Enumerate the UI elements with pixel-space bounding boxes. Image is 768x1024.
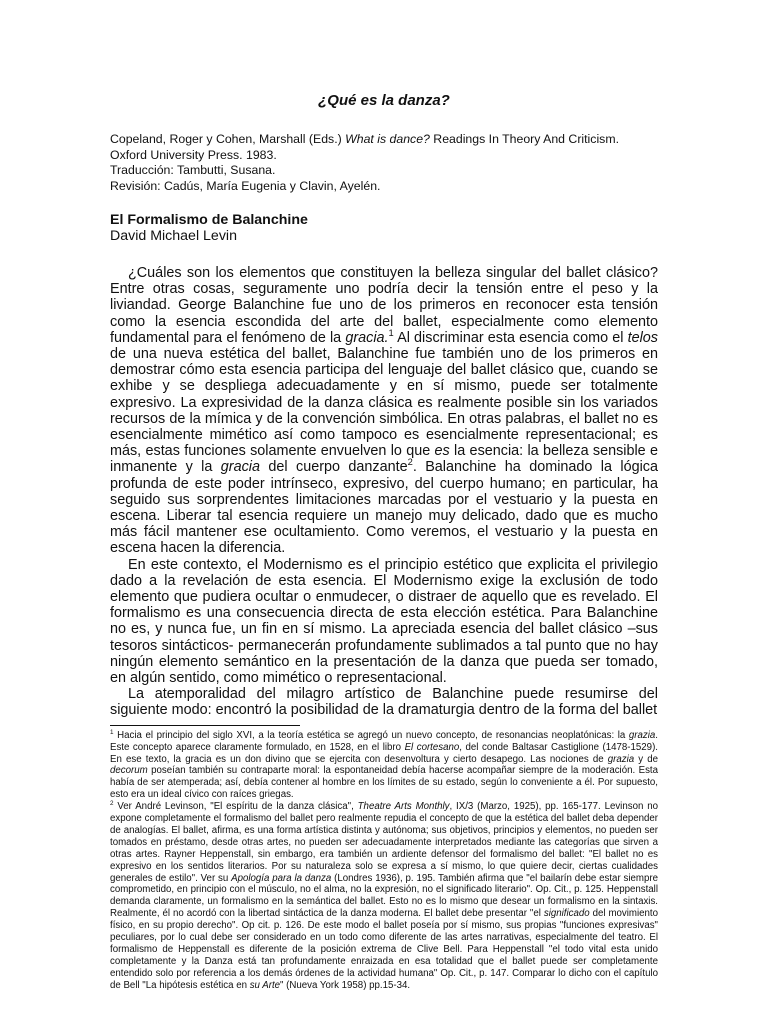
- footnote-2-text-d: del movimiento físico, en su propio derecho". Op cit. p. 126. De este modo el ballet poseía por sí mismo, sus propias "funciones expresivas" peculiares, por lo cual debe ser considerado en un todo como diferente de las artes narrativas, especialmente del teatro. El formalismo de Heppenstall es diferente de la posición extrema de Clive Bell. Para Heppenstall "el todo vital esta unido completamente y la Danza está tan profundamente enraizada en esa totalidad que el ballet puede ser completamente entendido solo por referencia a los demás órdenes de la actividad humana" Op. Cit., p. 147. Comparar lo dicho con el capítulo de Bell "La hipótesis estética en: [110, 908, 658, 991]
- footnote-1-italic-cortesano: El cortesano: [404, 741, 460, 753]
- footnote-1-text-a: Hacia el principio del siglo XVI, a la teoría estética se agregó un nuevo concepto, de resonancias neoplatónicas: la: [113, 729, 629, 741]
- footnote-2-number: 2: [110, 799, 114, 807]
- reference-line-revision: Revisión: Cadús, María Eugenia y Clavin, Ayelén.: [110, 178, 381, 193]
- section-header: [110, 212, 658, 245]
- footnote-1-number: 1: [110, 728, 114, 736]
- footnote-2-italic-significado: significado: [543, 908, 590, 920]
- paragraph-1-italic-es: es: [434, 443, 450, 460]
- footnote-1-text-c: , del conde Baltasar Castiglione (1478-1529). En ese texto, la gracia es un don divino que se ejercita con desenvoltura y cierto desapego. Las nociones de: [110, 741, 658, 765]
- reference-line-source: [110, 132, 658, 148]
- reference-line-publisher: Oxford University Press. 1983.: [110, 147, 277, 162]
- footnote-1-text-d: y de: [634, 753, 658, 765]
- reference-subtitle: Readings In Theory And Criticism.: [429, 132, 619, 146]
- footnotes: [110, 730, 658, 992]
- paragraph-2: En este contexto, el Modernismo es el principio estético que explicita el privilegio dado a la revelación de esta esencia. El Modernismo exige la exclusión de todo elemento que pudiera ocultar o enmudecer, o distraer de aquello que es revelado. El formalismo es una consecuencia directa de esta elección estética. Para Balanchine no es, y nunca fue, un fin en sí mismo. La apreciada esencia del ballet clásico –sus tesoros sintácticos- permanecerán profundamente sublimados a tal punto que no hay ningún elemento semántico en la presentación de la danza que pueda ser tomado, en algún sentido, como mimético o representacional.: [110, 556, 658, 687]
- page-title: ¿Qué es la danza?: [318, 92, 450, 109]
- footnote-2-text-a: Ver André Levinson, "El espíritu de la danza clásica",: [113, 801, 358, 813]
- footnote-1: [110, 730, 658, 801]
- footnote-2-italic-apologia: Apología para la danza: [231, 872, 332, 884]
- footnote-1-text-b: . Este concepto aparece claramente formulado, en 1528, en el libro: [110, 729, 658, 753]
- footnote-1-italic-grazia: grazia: [628, 729, 656, 741]
- paragraph-1-text-c: de una nueva estética del ballet, Balanchine fue también uno de los primeros en demostrar cómo esta esencia participa del lenguaje del ballet clásico que, cuando se exhibe y se despliega adecuadamente y en sí mismo, puede ser totalmente expresivo. La expresividad de la danza clásica es realmente posible sin los variados recursos de la mímica y de la convención simbólica. En otras palabras, el ballet no es esencialmente mimético así como tampoco es esencialmente representacional; es más, estas funciones solamente envuelven lo que: [110, 346, 658, 460]
- reference-line-translation: Traducción: Tambutti, Susana.: [110, 163, 276, 177]
- bibliographic-reference: [110, 132, 658, 194]
- footnote-ref-2[interactable]: 2: [407, 457, 413, 468]
- paragraph-1-italic-telos: telos: [627, 329, 658, 346]
- footnote-2-italic-su-arte: su Arte: [249, 979, 281, 991]
- paragraph-1-text-d: la esencia: la belleza sensible e inmanente y la: [110, 443, 658, 476]
- footnote-2-text-e: " (Nueva York 1958) pp.15-34.: [280, 979, 411, 991]
- paragraph-1-text-f: . Balanchine ha dominado la lógica profunda de este poder intrínseco, expresivo, del cuerpo humano; en particular, ha seguido sus sorprendentes limitaciones marcadas por el vestuario y la puesta en escena. Liberar tal esencia requiere un manejo muy delicado, dado que es mucho más fácil mantener ese ocultamiento. Como veremos, el vestuario y la puesta en escena hacen la diferencia.: [110, 459, 659, 557]
- section-author: David Michael Levin: [110, 228, 237, 244]
- paragraph-1-italic-gracia-2: gracia: [220, 459, 260, 476]
- reference-editors: Copeland, Roger y Cohen, Marshall (Eds.): [110, 132, 346, 146]
- paragraph-1-text-e: del cuerpo danzante: [260, 459, 408, 476]
- footnote-2: [110, 801, 658, 992]
- paragraph-1-text-b: Al discriminar esta esencia como el: [393, 329, 628, 346]
- paragraph-1-italic-gracia: gracia.: [345, 329, 389, 346]
- section-title: El Formalismo de Balanchine: [110, 212, 308, 228]
- footnote-2-text-b: , IX/3 (Marzo, 1925), pp. 165-177. Levinson no expone completamente el formalismo del ballet pero realmente repudia el concepto de que la estética del ballet deba depender de analogías. El ballet, afirma, es una forma artística distinta y autónoma; sus objetivos, principios y elementos, no pueden ser tomados en préstamo, desde otras artes, no pueden ser adecuadamente interpretados mediante las categorías que sirven a otras artes. Rayner Heppenstall, sin embargo, era también un ardiente defensor del formalismo del ballet: "El ballet no es expresivo en los sentidos literarios. Por su naturaleza solo se expresa a sí mismo, lo que quiere decir, ciertas cualidades generales de estilo". Ver su: [110, 801, 658, 884]
- reference-book-title: What is dance?: [345, 132, 430, 146]
- footnote-ref-1[interactable]: 1: [388, 328, 394, 339]
- footnote-1-text-e: poseían también su contraparte moral: la espontaneidad debía hacerse acompañar siempre de la moderación. Esta había de ser atemperada; así, debía contener al hombre en los límites de su estado, según lo conveniente a él. Por supuesto, esto era un ideal cívico con raíces griegas.: [110, 765, 658, 801]
- footnote-2-italic-journal: Theatre Arts Monthly: [357, 801, 450, 813]
- footnote-2-text-c: (Londres 1936), p. 195. También afirma que "el bailarín debe estar siempre comprometido, en principio con el músculo, no el alma, no la expresión, no el significado literario". Op. Cit., p. 125. Heppenstall demanda claramente, un formalismo en la semántica del ballet. Esto no es lo mismo que desear un formalismo en la sintaxis. Realmente, él no acordó con la libertad sintáctica de la danza moderna. El ballet debe presentar "el: [110, 872, 658, 920]
- paragraph-1-text-a: ¿Cuáles son los elementos que constituyen la belleza singular del ballet clásico? Entre otras cosas, seguramente uno podría decir la tensión entre el peso y la liviandad. George Balanchine fue uno de los primeros en reconocer esta tensión como la esencia escondida del arte del ballet, especialmente como elemento fundamental para el fenómeno de la: [110, 265, 658, 346]
- paragraph-1: [110, 265, 658, 557]
- paragraph-3: La atemporalidad del milagro artístico de Balanchine puede resumirse del siguiente modo: encontró la posibilidad de la dramaturgia dentro de la forma del ballet: [110, 686, 658, 719]
- footnote-separator: [110, 725, 300, 726]
- footnote-1-italic-decorum: decorum: [110, 765, 148, 777]
- footnote-1-italic-grazia-2: grazia: [607, 753, 635, 765]
- body-text: [110, 265, 658, 719]
